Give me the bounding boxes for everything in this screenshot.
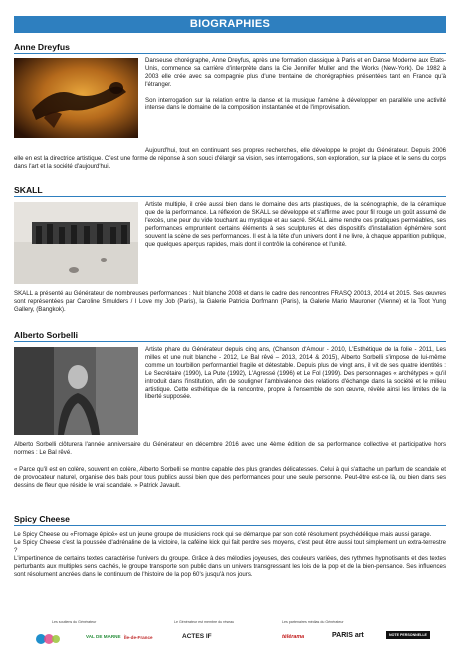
bio-paragraph: Le Spicy Cheese ou «Fromage épicé» est un jeune groupe de musiciens rock qui se démarque par son coté résolument psychédélique mais aussi garage. xyxy=(14,531,432,538)
footer-label-network: Le Générateur est membre du réseau xyxy=(174,620,235,624)
quote-paragraph: « Parce qu'il est en colère, souvent en colère, Alberto Sorbelli se montre capable des plus grandes délicatesses. Celui à qui s'attache un parfum de scandale et de provocateur naturel, organise des bals pour tous publics aussi bien que des performances pour une seule personne. Peut-être est-ce là, ou bien dans ses dessins de fleur que réside le vrai scandale. » Patrick Javault. xyxy=(14,466,446,489)
section-title-alberto-sorbelli: Alberto Sorbelli xyxy=(14,330,78,340)
anne-dreyfus-bio-continued xyxy=(14,147,446,171)
telerama-logo: télérama xyxy=(282,634,305,640)
alberto-sorbelli-photo xyxy=(14,347,138,435)
section-title-anne-dreyfus: Anne Dreyfus xyxy=(14,42,70,52)
bio-paragraph: Son interrogation sur la relation entre la danse et la musique l'amène à développer en parallèle une activité intense dans le domaine de la composition instantanée et de l'improvisation. xyxy=(145,96,446,112)
alberto-sorbelli-bio xyxy=(145,346,446,401)
skall-bio xyxy=(145,201,446,248)
section-rule xyxy=(14,341,446,342)
bio-paragraph: L'impertinence de certains textes caractérise l'univers du groupe. Grâce à des mélodies joyeuses, des couleurs variées, des rythmes hypnotisants et des textes perturbants aux multiples sens cachés, le groupe transporte son public dans un univers transgressant les lois de la pop et de la bien-pensance. Ses influences sont résolument ancrées dans le continuum de l'histoire de la pop 60's jusqu'à nos jours. xyxy=(14,554,446,578)
section-title-skall: SKALL xyxy=(14,185,43,195)
bio-paragraph: Artiste phare du Générateur depuis cinq ans, (Chanson d'Amour - 2010, L'Esthétique de la folie - 2011, Les milles et une nuit blanche - 2012, Le Bal rêvé – 2013, 2014 & 2015), Alberto Sorbelli s'impose de lui-même comme un tourbillon performantiel fragile et détestable. Depuis plus de vingt ans, il vit de ses quatre identités : Le Secrétaire (1990), La Pute (1992), L'Agressé (1996) et Le Fol (1999). Des personnages « archétypes » qu'il introduit dans l'institution, afin de souligner l'ambivalence des relations d'échange dans la société et le milieu artistique. Cette esthétique de la rencontre, propre à l'ensemble de son œuvre, révèle ainsi les limites de la liberté supposée. xyxy=(145,346,446,401)
bio-paragraph: Alberto Sorbelli clôturera l'année anniversaire du Générateur en décembre 2016 avec une 4ème édition de sa performance collective et participative hors normes : Le Bal rêvé. xyxy=(14,441,446,456)
skall-bio-continued xyxy=(14,290,446,314)
bio-paragraph: Le Spicy Cheese c'est la poussée d'adrénaline de la victoire, la caféine kick qui fait perdre ses moyens, c'est peut être aussi tout simplement un extra-terrestre ? xyxy=(14,538,446,554)
page-title: BIOGRAPHIES xyxy=(14,16,446,33)
footer-label-supporters: Les soutiens du Générateur xyxy=(52,620,97,624)
skall-photo xyxy=(14,202,138,284)
partners-footer xyxy=(14,620,446,660)
anne-dreyfus-photo xyxy=(14,58,138,138)
footer-label-media: Les partenaires médias du Générateur xyxy=(282,620,344,624)
alberto-sorbelli-bio-continued xyxy=(14,441,446,457)
section-rule xyxy=(14,525,446,526)
actes-if-logo: ACTES IF xyxy=(182,633,212,640)
note-personnelle-logo: NOTE PERSONNELLE xyxy=(386,631,430,639)
bio-paragraph: Aujourd'hui, tout en continuant ses propres recherches, elle développe le projet du Générateur. Depuis 2006 elle en est la directrice artistique. C'est une forme de réponse à son souci d'élargir sa vision, ses interrogations, son exploration, sur la place et le sens du corps dans l'art et la société d'aujourd'hui. xyxy=(14,147,446,170)
ile-de-france-logo: Île-de-France xyxy=(124,635,153,640)
section-rule xyxy=(14,53,446,54)
section-title-spicy-cheese: Spicy Cheese xyxy=(14,514,70,524)
generateur-logo xyxy=(34,632,62,646)
bio-paragraph: Artiste multiple, il crée aussi bien dans le domaine des arts plastiques, de la scénographie, de la céramique que de la performance. La réflexion de SKALL se développe et s'affirme avec pour fil rouge un goût assumé de l'excès, une peur du vide touchant au mystique et au sacré. SKALL aime rendre ces pratiques perméables, ses performances empruntent certains éléments à ses sculptures et des dispositifs d'installation éphémère sont souvent la scène de ses performances. Il est à la tête d'un univers dont il ne livre, à chaque apparition publique, que quelques aperçus rapides, mais dont il contrôle la cohérence et l'unité. xyxy=(145,201,446,248)
val-de-marne-logo: VAL DE MARNE xyxy=(86,634,121,639)
anne-dreyfus-bio xyxy=(145,57,446,112)
bio-paragraph: SKALL a présenté au Générateur de nombreuses performances : Nuit blanche 2008 et dans le cadre des rencontres FRASQ 20013, 2014 et 2015. Ses œuvres sont représentées par Caroline Smulders / I Love my Job (Paris), la Galerie Patricia Dorfmann (Paris), la Galerie Mario Mauroner (Vienne) et la Toot Yung Gallery, (Bangkok). xyxy=(14,290,446,313)
bio-paragraph: Danseuse chorégraphe, Anne Dreyfus, après une formation classique à Paris et en Danse Moderne aux Etats-Unis, commence sa carrière d'interprète dans la Cie Jennifer Muller and the Works (New-York). De 1982 à 2003 elle crée avec sa compagnie plus d'une trentaine de chorégraphies présentées tant en France qu'à l'étranger. xyxy=(145,57,446,88)
patrick-javault-quote xyxy=(14,466,446,490)
spicy-cheese-bio xyxy=(14,531,446,578)
section-rule xyxy=(14,196,446,197)
paris-art-logo: PARIS art xyxy=(332,632,364,639)
